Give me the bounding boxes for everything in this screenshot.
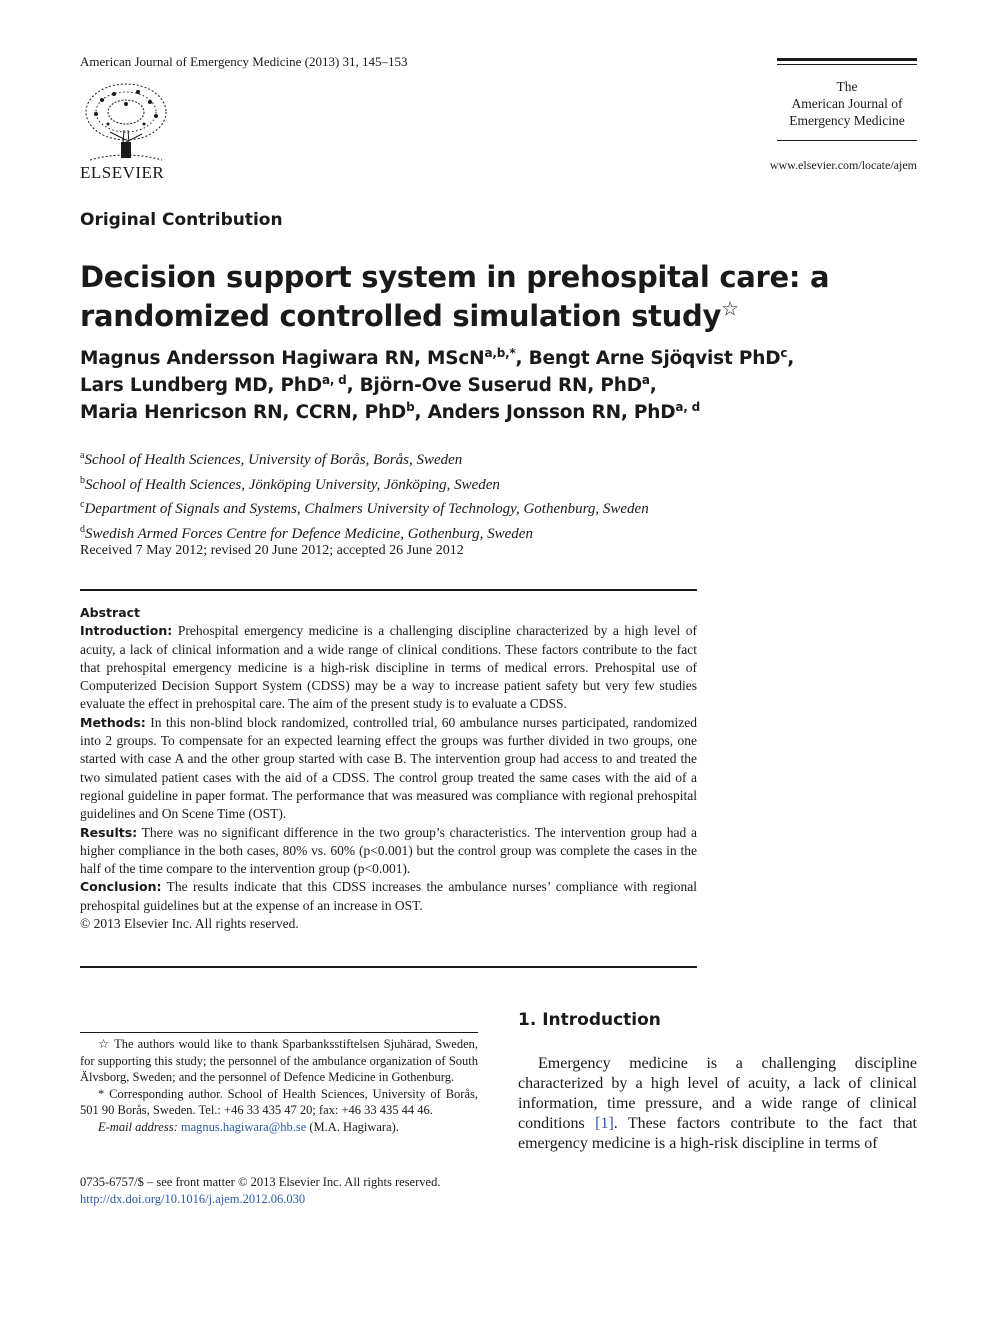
affiliation-item: [80, 446, 649, 471]
abstract-label: Results:: [80, 824, 138, 840]
abstract-introduction: [80, 622, 697, 713]
affiliation-mark: b: [80, 474, 85, 486]
abstract: [80, 604, 697, 933]
abstract-top-rule: [80, 589, 697, 591]
email-suffix: (M.A. Hagiwara).: [309, 1119, 399, 1134]
affiliation-text: Department of Signals and Systems, Chalmers University of Technology, Gothenburg, Sweden: [84, 501, 649, 517]
footnote-email: [80, 1119, 478, 1136]
author-affil: a, d: [321, 372, 347, 387]
author-sep: ,: [414, 402, 428, 423]
abstract-label: Introduction:: [80, 623, 173, 639]
journal-line-2: American Journal of: [791, 96, 903, 111]
abstract-text: There was no significant difference in the two group’s characteristics. The intervention group had a higher compliance in the both cases, 80% vs. 60% (p<0.001) but the control group was complete the cases in the half of the time compare to the intervention group (p<0.001).: [80, 824, 697, 877]
footnotes: [80, 1036, 478, 1135]
article-title: [80, 258, 920, 336]
email-link[interactable]: magnus.hagiwara@hb.se: [180, 1119, 307, 1134]
author-sep: ,: [346, 375, 360, 396]
affiliation-text: School of Health Sciences, Jönköping University, Jönköping, Sweden: [85, 476, 500, 493]
journal-url[interactable]: www.elsevier.com/locate/ajem: [769, 158, 917, 172]
affiliation-mark: a: [80, 450, 85, 461]
author-affil: b: [406, 399, 415, 414]
author-name[interactable]: Bengt Arne Sjöqvist PhD: [528, 348, 781, 369]
footnote-text: The authors would like to thank Sparbanksstiftelsen Sjuhärad, Sweden, for supporting this study; the personnel of the ambulance organization of South Älvsborg, Sweden; and the personnel of Defence Medicine in Gothenburg.: [80, 1037, 478, 1084]
affiliation-item: [80, 495, 649, 520]
affiliation-item: [80, 520, 649, 545]
footnote-corresponding: [80, 1086, 478, 1119]
abstract-heading: Abstract: [80, 605, 141, 620]
author-name[interactable]: Björn-Ove Suserud RN, PhD: [359, 375, 642, 396]
intro-text-part: Emergency medicine is a challenging discipline characterized by a high level of acuity, a lack of clinical information, time pressure, and a wide range of clinical conditions: [518, 1055, 917, 1132]
email-label: E-mail address:: [98, 1119, 178, 1134]
reference-link[interactable]: [1]: [595, 1115, 614, 1132]
front-matter-text: 0735-6757/$ – see front matter © 2013 Elsevier Inc. All rights reserved.: [80, 1175, 441, 1189]
abstract-label: Methods:: [80, 714, 146, 730]
abstract-conclusion: [80, 878, 697, 915]
author-list: [80, 345, 920, 426]
publisher-logo-text: ELSEVIER: [80, 163, 165, 182]
footnote-asterisk: *: [98, 1086, 105, 1101]
author-affil: a, d: [675, 399, 701, 414]
introduction-paragraph: [518, 1054, 917, 1154]
title-footnote-star-icon[interactable]: ☆: [721, 296, 739, 321]
doi-link[interactable]: http://dx.doi.org/10.1016/j.ajem.2012.06.030: [80, 1192, 306, 1206]
footnote-star-icon: ☆: [98, 1037, 111, 1051]
footnote-rule: [80, 1032, 478, 1033]
journal-line-1: The: [836, 79, 858, 94]
affiliation-mark: d: [80, 523, 85, 535]
journal-rule-thin: [777, 64, 917, 65]
author-name[interactable]: Maria Henricson RN, CCRN, PhD: [80, 402, 407, 423]
abstract-text: In this non-blind block randomized, controlled trial, 60 ambulance nurses participated, randomized into 2 groups. To compensate for an expected learning effect the groups was further divided in two groups, one started with case A and the other group started with case B. The intervention group had access to and treated the two simulated patient cases with the aid of a CDSS. The control group treated the same cases with the aid of a regional guideline in paper format. The performance that was measured was compliance with regional prehospital guidelines and On Scene Time (OST).: [80, 714, 697, 822]
author-affil: a,b,*: [484, 345, 516, 360]
abstract-results: [80, 824, 697, 879]
affiliation-text: School of Health Sciences, University of Borås, Borås, Sweden: [84, 452, 463, 468]
affiliation-list: [80, 446, 649, 544]
article-dates: Received 7 May 2012; revised 20 June 2012; accepted 26 June 2012: [80, 543, 464, 558]
author-sep: ,: [787, 348, 795, 369]
author-sep: ,: [515, 348, 529, 369]
abstract-copyright: © 2013 Elsevier Inc. All rights reserved.: [80, 916, 299, 932]
journal-citation: American Journal of Emergency Medicine (2013) 31, 145–153: [80, 54, 408, 69]
abstract-methods: [80, 714, 697, 824]
abstract-text: The results indicate that this CDSS increases the ambulance nurses’ compliance with regional prehospital guidelines but at the expense of an increase in OST.: [80, 879, 698, 913]
abstract-label: Conclusion:: [80, 879, 162, 895]
journal-rule-bottom: [777, 140, 917, 141]
section-type: Original Contribution: [80, 210, 283, 230]
journal-rule-thick: [777, 58, 917, 61]
title-text: Decision support system in prehospital care: a randomized controlled simulation study: [80, 260, 830, 333]
journal-name: [777, 78, 917, 129]
author-name[interactable]: Anders Jonsson RN, PhD: [427, 402, 676, 423]
author-affil: c: [780, 345, 788, 360]
abstract-text: Prehospital emergency medicine is a challenging discipline characterized by a high level of acuity, a lack of clinical information and a wide range of clinical conditions. These factors contribute to the fact that prehospital emergency medicine is a high-risk discipline in terms of medical errors. Prehospital use of Computerized Decision Support System (CDSS) may be a way to increase patient safety but very few studies evaluate the effect in prehospital care. The aim of the present study is to evaluate a CDSS.: [80, 623, 698, 712]
section-heading-introduction: 1. Introduction: [518, 1010, 661, 1030]
affiliation-text: Swedish Armed Forces Centre for Defence Medicine, Gothenburg, Sweden: [85, 525, 533, 542]
footnote-text: Corresponding author. School of Health Sciences, University of Borås, 501 90 Borås, Sweden. Tel.: +46 33 435 47 20; fax: +46 33 435 44 46.: [80, 1086, 478, 1117]
author-name[interactable]: Magnus Andersson Hagiwara RN, MScN: [80, 348, 485, 369]
footnote-acknowledgement: [80, 1036, 478, 1086]
author-name[interactable]: Lars Lundberg MD, PhD: [80, 375, 322, 396]
intro-text-part: . These factors contribute to the fact that emergency medicine is a high-risk discipline in terms of: [518, 1115, 918, 1152]
author-sep: ,: [649, 375, 657, 396]
affiliation-mark: c: [80, 499, 85, 510]
abstract-bottom-rule: [80, 966, 697, 968]
affiliation-item: [80, 471, 649, 496]
journal-line-3: Emergency Medicine: [789, 113, 905, 128]
author-affil: a: [641, 372, 650, 387]
front-matter: [80, 1174, 478, 1208]
